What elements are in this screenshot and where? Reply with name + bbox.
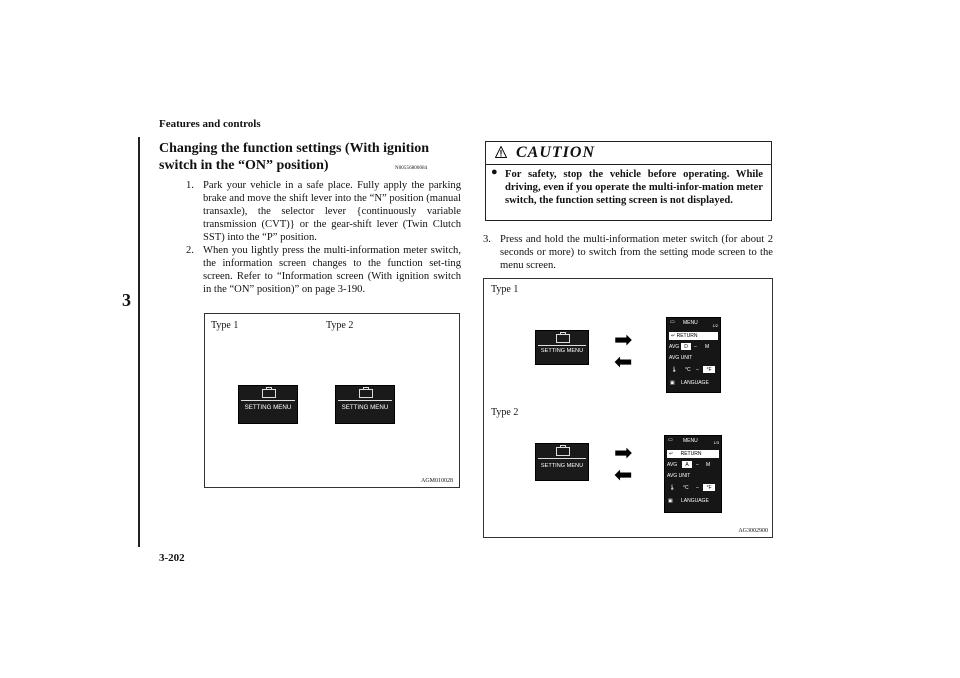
warning-triangle-icon [495,146,507,158]
step-text: Park your vehicle in a safe place. Fully apply the parking brake and move the shift lever into the “N” position (manual transaxle), the selector lever {continuously variable transmission (CVT)} or the gear-shift lever (Twin Clutch SST) into the “P” position. [203,180,461,243]
screen-label: SETTING MENU [540,348,584,354]
return-row [669,332,718,340]
step-number: 1. [186,180,194,191]
avg-row: AVG A – M [667,462,711,468]
language-row: ▣ LANGUAGE [670,380,709,386]
return-label: RETURN [680,451,702,457]
return-icon: ↵ [669,451,674,457]
figure-code: AGM010028 [420,478,453,484]
running-header: Features and controls [159,118,261,130]
arrow-left-icon: ⬅ [614,350,633,375]
screen-label: SETTING MENU [540,463,584,469]
type2-label: Type 2 [491,407,519,418]
screen-label: SETTING MENU [244,404,292,411]
thermometer-icon: 🌡 [669,485,676,491]
screen-label: SETTING MENU [341,404,389,411]
return-icon: ↵ [671,333,676,339]
page-number: 3-202 [159,552,185,564]
figure-setting-menu [204,313,460,488]
caution-header [486,142,771,165]
toolbox-icon [556,447,570,456]
arrow-left-icon: ⬅ [614,463,633,488]
toolbox-icon [359,389,373,398]
toolbox-icon: ▭ [670,319,675,325]
toolbox-icon [262,389,276,398]
section-code: N00556800084 [395,166,428,171]
setting-menu-screen-type1 [238,385,298,424]
step-text: Press and hold the multi-information meter switch (for about 2 seconds or more) to switch from the setting mode screen to the menu screen. [500,234,773,271]
section-title: Changing the function settings (With ignition switch in the “ON” position) [159,141,430,173]
step-1 [186,179,461,245]
step-2 [186,244,461,310]
language-icon: ▣ [670,380,675,386]
temp-row: 🌡 °C – °F [665,485,721,495]
step-3 [483,233,773,275]
caution-heading: CAUTION [516,144,596,161]
step-number: 2. [186,245,194,256]
step-number: 3. [483,234,491,245]
setting-menu-screen-type2 [535,443,589,481]
figure-menu-screen [483,278,773,538]
avg-unit-row: AVG UNIT [667,473,691,479]
type1-label: Type 1 [211,320,239,331]
menu-screen-type2 [664,435,722,513]
menu-page: 1/2 [712,323,718,328]
type1-label: Type 1 [491,284,519,295]
menu-title: MENU [683,438,698,444]
temp-row: 🌡 °C – °F [667,367,720,377]
menu-page: 1/3 [713,440,719,445]
caution-box [485,141,772,221]
language-icon: ▣ [668,498,673,504]
menu-title: MENU [683,320,698,326]
toolbox-icon [556,334,570,343]
avg-row: AVG D – M [669,344,710,350]
bullet-icon: ● [491,166,498,178]
menu-screen-type1 [666,317,721,393]
toolbox-icon: ▭ [668,437,673,443]
return-row [667,450,719,458]
figure-code: AG3002900 [738,528,768,534]
chapter-number: 3 [122,290,131,310]
chapter-tab-line [138,137,140,547]
setting-menu-screen-type1 [535,330,589,365]
thermometer-icon: 🌡 [671,367,678,373]
caution-text: For safety, stop the vehicle before operating. While driving, even if you operate the multi-infor-mation meter switch, the function setting screen is not displayed. [505,169,763,206]
setting-menu-screen-type2 [335,385,395,424]
return-label: RETURN [676,333,698,339]
arrow-right-icon: ➡ [614,328,633,353]
step-text: When you lightly press the multi-information meter switch, the information screen changes to the function set-ting screen. Refer to “Information screen (With ignition switch in the “ON” position)” on page 3-190. [203,245,461,295]
arrow-right-icon: ➡ [614,441,633,466]
language-row: ▣ LANGUAGE [668,498,709,504]
type2-label: Type 2 [326,320,354,331]
avg-unit-row: AVG UNIT [669,355,693,361]
